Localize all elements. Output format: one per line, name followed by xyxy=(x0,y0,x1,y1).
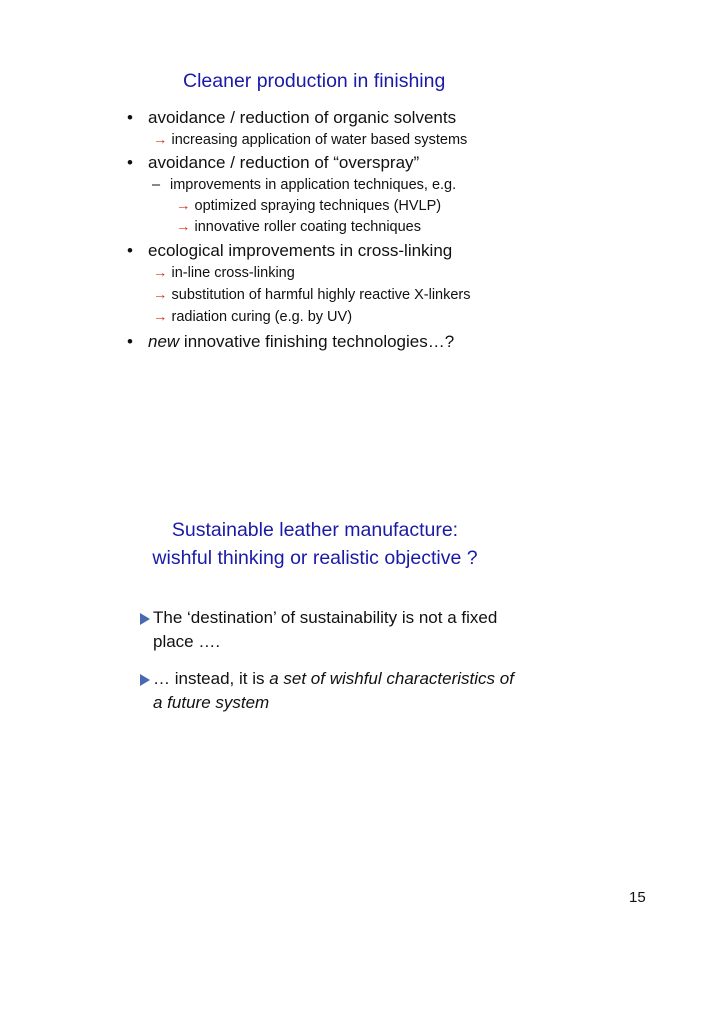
sub-item-text: innovative roller coating techniques xyxy=(194,219,421,235)
page-number: 15 xyxy=(629,889,646,906)
arrow-right-icon: → xyxy=(153,287,168,303)
point-text: … instead, it is xyxy=(153,669,270,688)
bullet-emphasis: new xyxy=(148,332,180,351)
dash-item-text: improvements in application techniques, e.g. xyxy=(170,177,457,193)
bullet-text: ecological improvements in cross-linking xyxy=(148,241,453,260)
triangle-bullet-icon xyxy=(140,674,150,686)
dash-item-application-techniques xyxy=(152,177,457,193)
bullet-dot: • xyxy=(127,332,133,351)
slide-title-sustainable-leather: Sustainable leather manufacture: wishful thinking or realistic objective ? xyxy=(152,519,478,569)
sub-item-text: substitution of harmful highly reactive X-linkers xyxy=(171,287,471,303)
point-destination: The ‘destination’ of sustainability is not a fixed place …. xyxy=(153,608,498,651)
sub-item-water-based xyxy=(153,133,467,148)
arrow-right-icon: → xyxy=(176,198,191,214)
slide-title-cleaner-production: Cleaner production in finishing xyxy=(183,70,446,92)
bullet-cross-linking xyxy=(127,241,453,260)
bullet-dot: • xyxy=(127,153,133,172)
point-emphasis: a set of wishful characteristics of a future system xyxy=(153,669,514,712)
sub-item-text: increasing application of water based systems xyxy=(171,132,468,148)
sub-item-text: in-line cross-linking xyxy=(171,265,295,281)
sub-item-substitution xyxy=(153,288,471,303)
sub-item-text: optimized spraying techniques (HVLP) xyxy=(194,198,442,214)
bullet-new-technologies xyxy=(127,332,455,351)
bullet-text: avoidance / reduction of organic solvents xyxy=(148,108,457,127)
sub-item-hvlp xyxy=(176,199,441,214)
dash-marker: – xyxy=(152,177,161,193)
arrow-right-icon: → xyxy=(153,132,168,148)
bullet-text: innovative finishing technologies…? xyxy=(179,332,455,351)
point-wishful-characteristics xyxy=(153,667,523,715)
arrow-right-icon: → xyxy=(153,309,168,325)
bullet-dot: • xyxy=(127,108,133,127)
arrow-right-icon: → xyxy=(176,219,191,235)
bullet-organic-solvents xyxy=(127,108,457,127)
bullet-text: avoidance / reduction of “overspray” xyxy=(148,153,420,172)
triangle-bullet-icon xyxy=(140,613,150,625)
sub-item-text: radiation curing (e.g. by UV) xyxy=(171,309,353,325)
sub-item-roller-coating xyxy=(176,220,421,235)
arrow-right-icon: → xyxy=(153,265,168,281)
sub-item-inline xyxy=(153,266,295,281)
sub-item-radiation-curing xyxy=(153,310,352,325)
bullet-overspray xyxy=(127,153,420,172)
bullet-dot: • xyxy=(127,241,133,260)
